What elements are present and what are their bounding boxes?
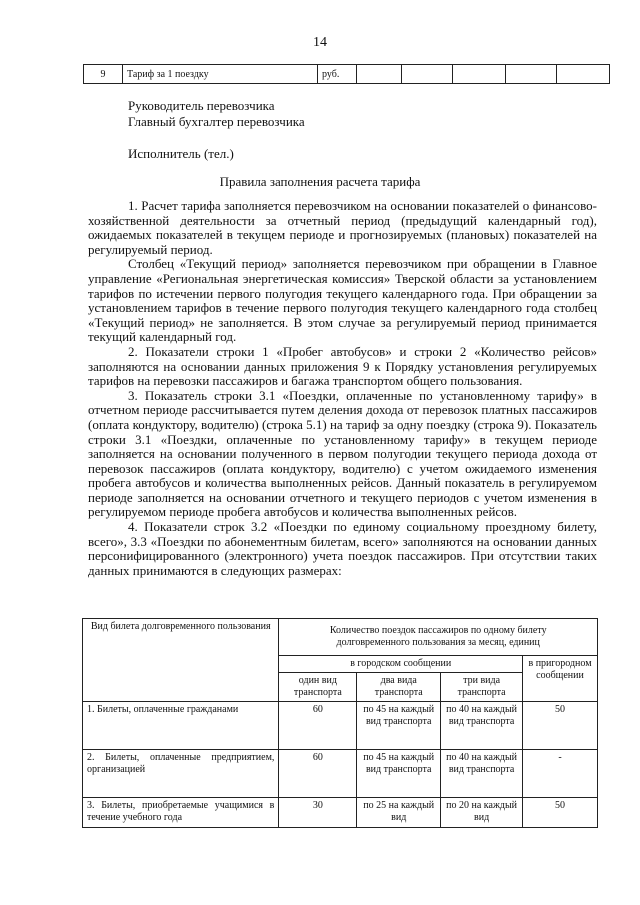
- suburban-value: -: [523, 750, 598, 798]
- signature-accountant: Главный бухгалтер перевозчика: [128, 114, 305, 129]
- two-types-value: по 45 на каждый вид транспорта: [357, 750, 441, 798]
- header-trip-count: Количество поездок пассажиров по одному билету долговременного пользования за месяц, единиц: [279, 619, 598, 656]
- paragraph: 3. Показатель строки 3.1 «Поездки, оплаченные по установленному тарифу» в отчетном периоде рассчитывается путем деления дохода от перевозок платных пассажиров (оплата кондуктору, водителю) (строка 5.1) на тариф за одну поездку (строка 9). Показатель строки 3.1 «Поездки, оплаченные по установленному тарифу» в текущем периоде заполняется на основании полученного в первом полугодии текущего периода дохода от перевозок пассажиров (оплата кондуктору, водителю) с учетом ожидаемого изменения пробега автобусов и количества выполненных рейсов. Данный показатель в регулируемом периоде заполняется на основании отчетного и текущего периодов с учетом изменения в регулируемом периоде пробега автобусов и количества выполненных рейсов.: [88, 387, 597, 520]
- suburban-value: 50: [523, 798, 598, 828]
- header-three-types: три вида транспорта: [441, 673, 523, 702]
- two-types-value: по 25 на каждый вид: [357, 798, 441, 828]
- one-type-value: 60: [279, 750, 357, 798]
- header-one-type: один вид транспорта: [279, 673, 357, 702]
- ticket-type: 3. Билеты, приобретаемые учащимися в течение учебного года: [83, 798, 279, 828]
- three-types-value: по 40 на каждый вид транспорта: [441, 702, 523, 750]
- page-number: 14: [313, 35, 327, 50]
- table-row: [83, 798, 598, 828]
- paragraph: 2. Показатели строки 1 «Пробег автобусов» и строки 2 «Количество рейсов» заполняются на основании данных приложения 9 к Порядку установления регулируемых тарифов на перевозки пассажиров и багажа транспортом общего пользования.: [88, 343, 597, 389]
- table-row: [83, 702, 598, 750]
- signature-executor: Исполнитель (тел.): [128, 146, 234, 161]
- paragraph: 1. Расчет тарифа заполняется перевозчиком на основании показателей о финансово-хозяйственной деятельности за отчетный период (предыдущий календарный год), ожидаемых показателей в текущем периоде и прогнозируемых (плановых) показателей на регулируемый период.: [88, 198, 597, 257]
- ticket-type: 1. Билеты, оплаченные гражданами: [83, 702, 279, 750]
- empty-cell: [402, 65, 453, 84]
- section-title: Правила заполнения расчета тарифа: [219, 174, 421, 189]
- empty-cell: [557, 65, 610, 84]
- header-ticket-type: Вид билета долговременного пользования: [83, 619, 279, 702]
- header-two-types: два вида транспорта: [357, 673, 441, 702]
- header-city: в городском сообщении: [279, 656, 523, 673]
- table-header-row: [83, 619, 598, 656]
- trip-rates-table: [82, 618, 598, 828]
- table-row: [83, 750, 598, 798]
- three-types-value: по 40 на каждый вид транспорта: [441, 750, 523, 798]
- ticket-type: 2. Билеты, оплаченные предприятием, организацией: [83, 750, 279, 798]
- paragraph: 4. Показатели строк 3.2 «Поездки по единому социальному проездному билету, всего», 3.3 «Поездки по абонементным билетам, всего» заполняются на основании данных персонифицированного (электронного) учета поездок пассажиров. При отсутствии таких данных принимаются в следующих размерах:: [88, 519, 597, 578]
- table-row: [84, 65, 610, 84]
- empty-cell: [357, 65, 402, 84]
- rules-text: [88, 199, 597, 578]
- row-label: Тариф за 1 поездку: [123, 65, 318, 84]
- empty-cell: [453, 65, 506, 84]
- row-number: 9: [84, 65, 123, 84]
- paragraph: Столбец «Текущий период» заполняется перевозчиком при обращении в Главное управление «Региональная энергетическая комиссия» Тверской области за установлением тарифов по истечении первого полугодия текущего календарного года. При обращении за установлением тарифов в течение первого полугодия текущего календарного года столбец «Текущий период» не заполняется. В этом случае за регулируемый период принимается текущий календарный год.: [88, 256, 597, 345]
- suburban-value: 50: [523, 702, 598, 750]
- two-types-value: по 45 на каждый вид транспорта: [357, 702, 441, 750]
- tariff-row-table: [83, 64, 610, 84]
- three-types-value: по 20 на каждый вид: [441, 798, 523, 828]
- signature-head: Руководитель перевозчика: [128, 98, 275, 113]
- row-unit: руб.: [318, 65, 357, 84]
- one-type-value: 60: [279, 702, 357, 750]
- empty-cell: [506, 65, 557, 84]
- one-type-value: 30: [279, 798, 357, 828]
- header-suburban: в пригородном сообщении: [523, 656, 598, 702]
